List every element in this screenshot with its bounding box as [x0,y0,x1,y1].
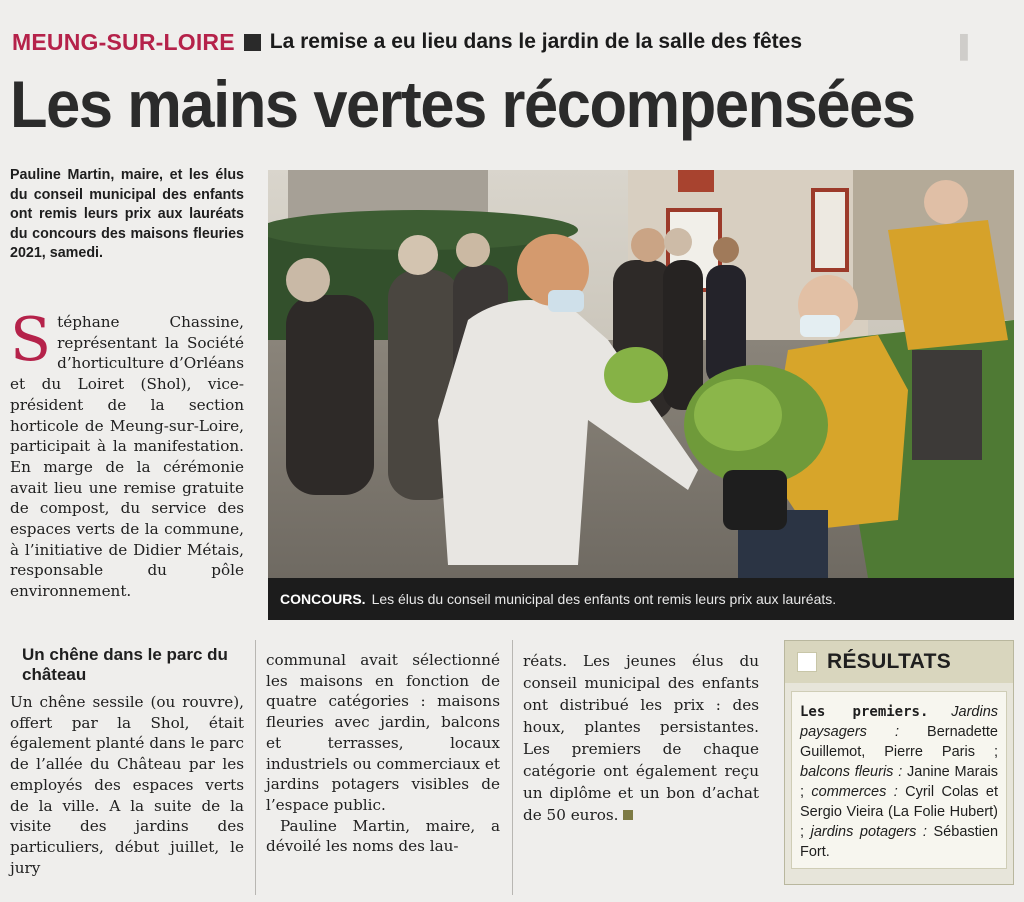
winners-2: Janine Marais ; [800,764,999,800]
results-body [791,691,1007,869]
body-paragraph-1: téphane Chassine, représentant la Société d’horticulture d’Orléans et du Loiret (Shol), vice-président de la section horticole de Meung-sur-Loire, participait à la manifestation. En marge de la cérémonie avait lieu une remise gratuite de compost, du service des espaces verts de la commune, à l’initiative de Didier Métais, responsable du pôle environnement. [10,313,244,601]
winners-1: Bernadette Guillemot, Pierre Paris ; [800,724,998,760]
category-2: balcons fleuris : [800,764,903,780]
photo-caption [268,578,1014,620]
body-paragraph-3: communal avait sélectionné les maisons en fonction de quatre catégories : maisons fleuries avec jardin, balcons et terrasses, locaux industriels ou commerciaux et jardins potagers visibles de l’espace public. [266,651,500,814]
photo-award-ceremony [268,170,1014,578]
drop-cap: S [10,305,52,375]
category-4: jardins potagers : [810,824,927,840]
body-column-2 [266,650,500,857]
results-header [785,641,1013,683]
results-title: RÉSULTATS [827,650,952,673]
winners-4: Sébastien Fort. [800,824,999,860]
body-column-3 [523,650,759,826]
body-column-1 [10,305,244,602]
body-paragraph-4: Pauline Martin, maire, a dévoilé les noms des lau- [266,816,500,856]
location-label: MEUNG-SUR-LOIRE [12,28,235,55]
square-bullet-icon [797,652,817,672]
caption-label: CONCOURS. [280,591,366,607]
subheading: Un chêne dans le parc du château [22,645,228,684]
bleed-through-text: ▌ [960,34,976,59]
caption-text: Les élus du conseil municipal des enfants ont remis leurs prix aux lauréats. [371,591,837,607]
column-divider [512,640,513,895]
column-divider [255,640,256,895]
body-paragraph-2: Un chêne sessile (ou rouvre), offert par la Shol, était également planté dans le parc de l’allée du Château par les employés des espaces verts de la ville. A la suite de la visite des jardins des particuliers, début juillet, le jury [10,693,244,877]
body-paragraph-5: réats. Les jeunes élus du conseil municipal des enfants ont distribué les prix : des houx, plantes persistantes. Les premiers de chaque catégorie ont également reçu un diplôme et un bon d’achat de 50 euros. [523,652,759,824]
category-3: commerces : [811,784,898,800]
kicker [12,26,802,58]
headline: Les mains vertes récompensées [10,67,915,141]
kicker-subtitle: La remise a eu lieu dans le jardin de la salle des fêtes [269,30,803,53]
photo-frame [268,170,1014,620]
lead-paragraph: Pauline Martin, maire, et les élus du conseil municipal des enfants ont remis leurs prix aux lauréats du concours des maisons fleuries 2021, samedi. [10,167,244,261]
results-box [784,640,1014,885]
photo-illustration [268,170,1014,578]
square-bullet-icon [244,34,261,51]
end-mark-icon [623,810,633,820]
winners-3: Cyril Colas et Sergio Vieira (La Folie Hubert) ; [800,784,998,840]
results-lead: Les premiers. [800,704,929,720]
category-1: Jardins paysagers : [800,704,999,740]
